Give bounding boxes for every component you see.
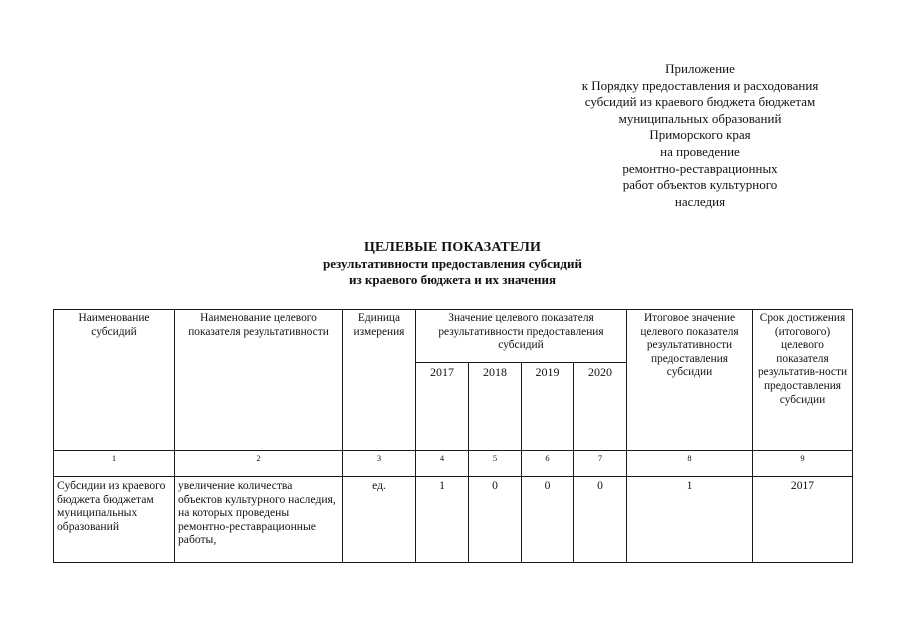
column-number: 8 [627, 451, 753, 477]
header-year: 2018 [469, 363, 522, 451]
header-value-group: Значение целевого показателя результативности предоставления субсидий [416, 310, 627, 363]
header-deadline: Срок достижения (итогового) целевого показателя результатив-ности предоставления субсидии [753, 310, 853, 451]
title-subtitle-line-2: из краевого бюджета и их значения [348, 271, 557, 287]
header-year: 2020 [574, 363, 627, 451]
header-year: 2019 [522, 363, 574, 451]
header-subsidy-name: Наименование субсидий [54, 310, 175, 451]
column-number: 1 [54, 451, 175, 477]
cell-value-2019: 0 [522, 477, 574, 563]
appendix-line: муниципальных образований [618, 110, 782, 126]
header-row [54, 310, 853, 363]
cell-indicator: увеличение количества объектов культурного наследия, на которых проведены ремонтно-реставрационные работы, [175, 477, 343, 563]
header-final-value: Итоговое значение целевого показателя результативности предоставления субсидии [627, 310, 753, 451]
appendix-line: к Порядку предоставления и расходования [581, 77, 819, 93]
column-number: 9 [753, 451, 853, 477]
column-number: 7 [574, 451, 627, 477]
table-row [54, 477, 853, 563]
target-indicators-table [53, 309, 853, 563]
cell-value-2020: 0 [574, 477, 627, 563]
document-title [0, 240, 905, 287]
cell-unit: ед. [343, 477, 416, 563]
cell-subsidy: Субсидии из краевого бюджета бюджетам муниципальных образований [54, 477, 175, 563]
column-number-row [54, 451, 853, 477]
header-year: 2017 [416, 363, 469, 451]
title-subtitle-line-1: результативности предоставления субсидий [323, 256, 582, 271]
column-number: 3 [343, 451, 416, 477]
appendix-line: работ объектов культурного [622, 177, 778, 193]
header-indicator-name: Наименование целевого показателя результативности [175, 310, 343, 451]
column-number: 5 [469, 451, 522, 477]
cell-final-value: 1 [627, 477, 753, 563]
column-number: 4 [416, 451, 469, 477]
cell-deadline: 2017 [753, 477, 853, 563]
column-number: 6 [522, 451, 574, 477]
cell-value-2018: 0 [469, 477, 522, 563]
header-unit: Единица измерения [343, 310, 416, 451]
appendix-line: ремонтно-реставрационных [622, 160, 778, 176]
column-number: 2 [175, 451, 343, 477]
appendix-line: Приморского края [649, 127, 751, 143]
title-main: ЦЕЛЕВЫЕ ПОКАЗАТЕЛИ [363, 240, 542, 255]
appendix-line: на проведение [660, 143, 740, 159]
cell-value-2017: 1 [416, 477, 469, 563]
appendix-line: субсидий из краевого бюджета бюджетам [584, 94, 816, 110]
appendix-line: наследия [674, 193, 726, 209]
appendix-line: Приложение [665, 61, 735, 76]
appendix-header [540, 61, 860, 210]
